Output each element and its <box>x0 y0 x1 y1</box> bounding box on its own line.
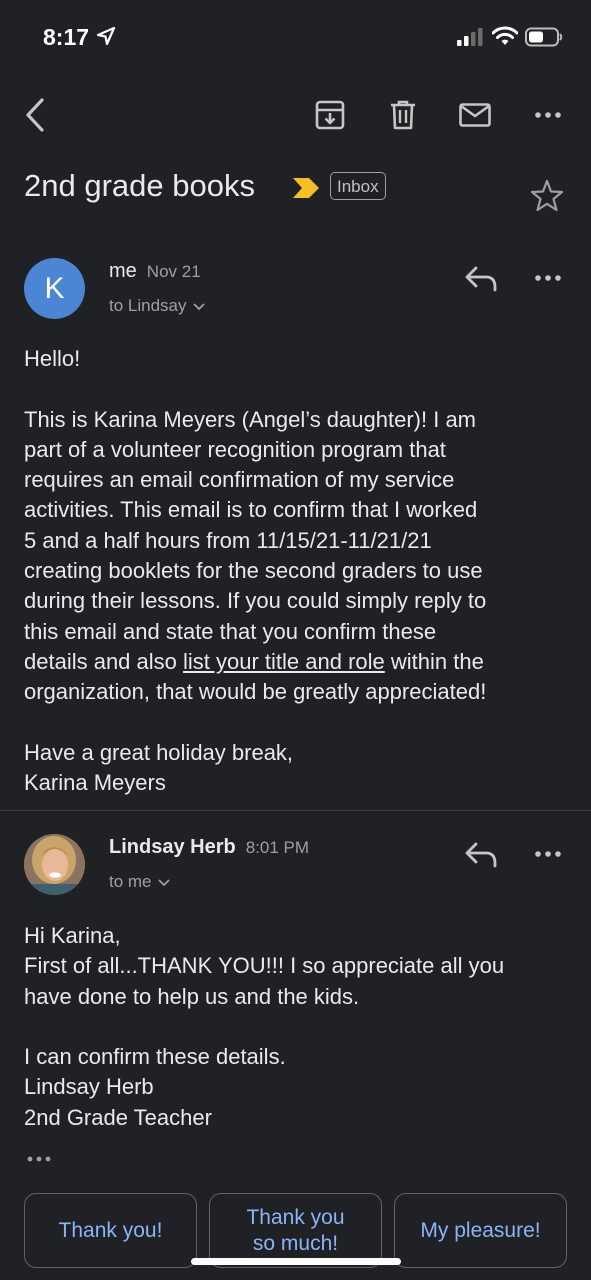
body-line: This is Karina Meyers (Angel’s daughter)! I am <box>24 406 476 432</box>
mail-icon <box>459 103 491 127</box>
body-text-segment: details and also <box>24 648 183 674</box>
smart-reply-chip[interactable]: My pleasure! <box>394 1193 567 1268</box>
body-line: Lindsay Herb <box>24 1074 154 1100</box>
star-icon[interactable] <box>529 178 565 214</box>
chevron-down-icon <box>158 879 170 887</box>
avatar <box>24 834 85 895</box>
body-text-segment: within the <box>384 648 484 674</box>
body-line: during their lessons. If you could simply reply to <box>24 588 487 614</box>
smart-reply-chip[interactable]: Thank you! <box>24 1193 197 1268</box>
body-line: Have a great holiday break, <box>24 739 294 765</box>
reply-icon[interactable] <box>462 260 502 300</box>
reply-icon[interactable] <box>462 836 502 876</box>
recipient-details-toggle[interactable] <box>109 872 170 892</box>
recipient-text: to me <box>109 872 152 891</box>
body-line: activities. This email is to confirm that I worked <box>24 497 478 523</box>
wifi-icon <box>492 26 518 46</box>
body-line: First of all...THANK YOU!!! I so appreciate all you <box>24 953 505 979</box>
mark-unread-button[interactable] <box>448 88 502 142</box>
back-arrow-icon <box>24 98 46 132</box>
body-line: part of a volunteer recognition program that <box>24 436 446 462</box>
sender-name-text: Lindsay Herb <box>109 836 236 858</box>
status-time: 8:17 <box>43 24 90 50</box>
avatar: K <box>24 258 85 319</box>
toolbar <box>0 88 591 142</box>
message-date: Nov 21 <box>146 262 201 281</box>
more-horizontal-icon[interactable] <box>528 836 568 876</box>
delete-button[interactable] <box>376 88 430 142</box>
status-bar <box>0 0 591 76</box>
body-line: this email and state that you confirm these <box>24 618 437 644</box>
body-line: 5 and a half hours from 11/15/21-11/21/21 <box>24 527 432 553</box>
smart-reply-chip[interactable]: Thank you so much! <box>209 1193 382 1268</box>
body-line: Hi Karina, <box>24 923 121 948</box>
message-header[interactable] <box>0 258 591 338</box>
paragraph-gap <box>24 374 569 404</box>
location-arrow-icon <box>96 26 116 46</box>
more-horizontal-icon[interactable] <box>528 260 568 300</box>
recipient-details-toggle[interactable] <box>109 296 205 316</box>
sender-name-text: me <box>109 260 137 282</box>
chevron-down-icon <box>193 303 205 311</box>
body-line <box>24 647 569 677</box>
paragraph-gap <box>24 1012 569 1042</box>
back-button[interactable] <box>8 88 62 142</box>
body-line: Karina Meyers <box>24 770 166 796</box>
message-header[interactable] <box>0 834 591 914</box>
archive-button[interactable] <box>303 88 357 142</box>
importance-marker-icon[interactable] <box>292 177 320 199</box>
body-line: creating booklets for the second graders to use <box>24 558 483 584</box>
body-line: requires an email confirmation of my service <box>24 467 455 493</box>
message-time: 8:01 PM <box>245 838 310 857</box>
sender-name <box>109 836 309 859</box>
message-divider <box>0 810 591 811</box>
more-horizontal-icon <box>535 112 561 118</box>
trash-icon <box>390 100 416 130</box>
email-subject: 2nd grade books <box>24 168 255 203</box>
cellular-signal-icon <box>456 28 486 46</box>
more-options-button[interactable] <box>521 88 575 142</box>
message-body <box>24 921 569 1133</box>
show-trimmed-content-icon[interactable] <box>26 1150 54 1166</box>
home-indicator[interactable] <box>191 1258 401 1265</box>
body-line: 2nd Grade Teacher <box>24 1104 212 1130</box>
archive-icon <box>315 100 345 130</box>
body-line: Hello! <box>24 346 81 371</box>
body-line: I can confirm these details. <box>24 1044 286 1070</box>
battery-icon <box>525 27 563 47</box>
profile-photo-icon <box>24 834 85 895</box>
body-line: organization, that would be greatly appreciated! <box>24 679 487 705</box>
recipient-text: to Lindsay <box>109 296 187 315</box>
subject-row <box>24 166 564 216</box>
message-body <box>24 344 569 798</box>
paragraph-gap <box>24 708 569 738</box>
body-line: have done to help us and the kids. <box>24 983 360 1009</box>
inbox-label[interactable]: Inbox <box>330 172 386 200</box>
sender-name <box>109 260 201 283</box>
underlined-text: list your title and role <box>183 648 385 674</box>
